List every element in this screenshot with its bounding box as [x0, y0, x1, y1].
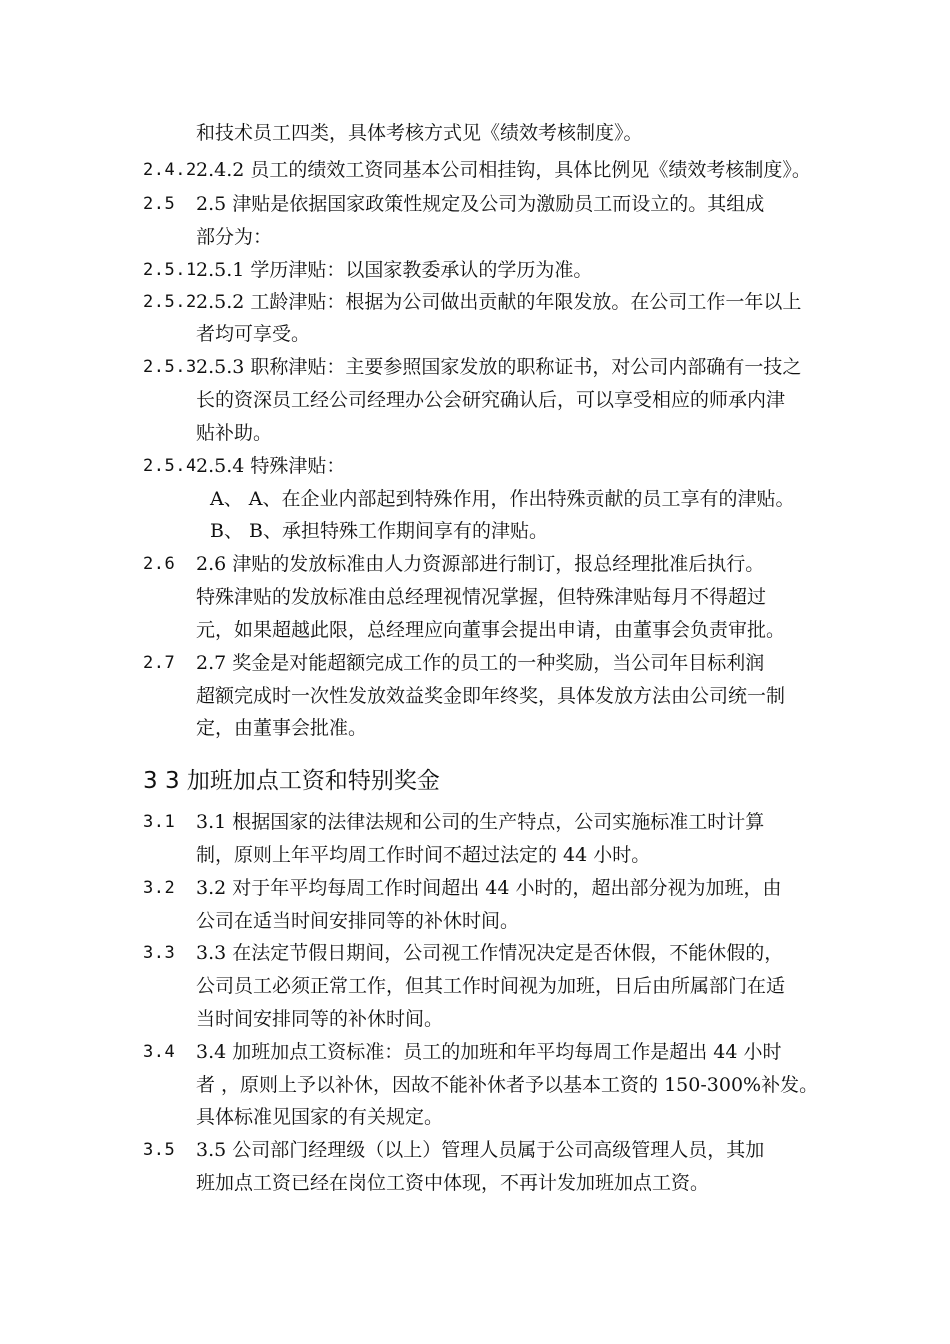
text-line: 3.5 公司部门经理级（以上）管理人员属于公司高级管理人员，其加	[196, 1139, 765, 1161]
text-line: 3.3 在法定节假日期间，公司视工作情况决定是否休假，不能休假的，	[196, 942, 784, 964]
text-line: 公司在适当时间安排同等的补休时间。	[196, 910, 520, 932]
text-line: 部分为：	[196, 226, 273, 248]
section-number: 2.4.2	[143, 160, 197, 180]
text-line: 特殊津贴的发放标准由总经理视情况掌握，但特殊津贴每月不得超过	[196, 586, 767, 608]
section-heading: 3 3 加班加点工资和特别奖金	[143, 768, 440, 794]
text-line: 2.5.1 学历津贴：以国家教委承认的学历为准。	[196, 259, 593, 281]
text-line: 班加点工资已经在岗位工资中体现，不再计发加班加点工资。	[196, 1172, 710, 1194]
text-line: 定，由董事会批准。	[196, 717, 368, 739]
text-line: 超额完成时一次性发放效益奖金即年终奖，具体发放方法由公司统一制	[196, 685, 786, 707]
text-line: 3.4 加班加点工资标准：员工的加班和年平均每周工作是超出 44 小时	[196, 1041, 782, 1063]
text-line: 2.6 津贴的发放标准由人力资源部进行制订，报总经理批准后执行。	[196, 553, 765, 575]
section-number: 2.7	[143, 653, 176, 673]
section-number: 2.5	[143, 194, 176, 214]
text-line: 3.2 对于年平均每周工作时间超出 44 小时的，超出部分视为加班，由	[196, 877, 782, 899]
text-line: 者 ，原则上予以补休，因故不能补休者予以基本工资的 150-300%补发。	[196, 1074, 819, 1096]
text-line: 2.5.3 职称津贴：主要参照国家发放的职称证书，对公司内部确有一技之	[196, 356, 802, 378]
section-number: 2.5.2	[143, 292, 197, 312]
text-line: 2.5 津贴是依据国家政策性规定及公司为激励员工而设立的。其组成	[196, 193, 765, 215]
list-item: A、 A、在企业内部起到特殊作用，作出特殊贡献的员工享有的津贴。	[210, 488, 795, 510]
section-number: 3.2	[143, 878, 176, 898]
text-line: 公司员工必须正常工作，但其工作时间视为加班，日后由所属部门在适	[196, 975, 786, 997]
text-line: 者均可享受。	[196, 323, 311, 345]
text-line: 长的资深员工经公司经理办公会研究确认后，可以享受相应的师承内津	[196, 389, 786, 411]
section-number: 2.5.1	[143, 260, 197, 280]
text-line: 当时间安排同等的补休时间。	[196, 1008, 444, 1030]
section-number: 3.1	[143, 812, 176, 832]
text-line: 2.7 奖金是对能超额完成工作的员工的一种奖励，当公司年目标利润	[196, 652, 765, 674]
list-item: B、 B、承担特殊工作期间享有的津贴。	[210, 520, 548, 542]
text-line: 具体标准见国家的有关规定。	[196, 1106, 444, 1128]
section-number: 2.6	[143, 554, 176, 574]
text-line: 和技术员工四类，具体考核方式见《绩效考核制度》。	[196, 122, 643, 144]
text-line: 2.5.4 特殊津贴：	[196, 455, 346, 477]
section-number: 2.5.4	[143, 456, 197, 476]
text-line: 贴补助。	[196, 422, 273, 444]
text-line: 制，原则上年平均周工作时间不超过法定的 44 小时。	[196, 844, 651, 866]
text-line: 2.5.2 工龄津贴：根据为公司做出贡献的年限发放。在公司工作一年以上	[196, 291, 802, 313]
section-number: 3.4	[143, 1042, 176, 1062]
section-number: 3.5	[143, 1140, 176, 1160]
text-line: 元，如果超越此限，总经理应向董事会提出申请，由董事会负责审批。	[196, 619, 786, 641]
text-line: 2.4.2 员工的绩效工资同基本公司相挂钩，具体比例见《绩效考核制度》。	[196, 159, 811, 181]
section-number: 3.3	[143, 943, 176, 963]
text-line: 3.1 根据国家的法律法规和公司的生产特点，公司实施标准工时计算	[196, 811, 765, 833]
section-number: 2.5.3	[143, 357, 197, 377]
